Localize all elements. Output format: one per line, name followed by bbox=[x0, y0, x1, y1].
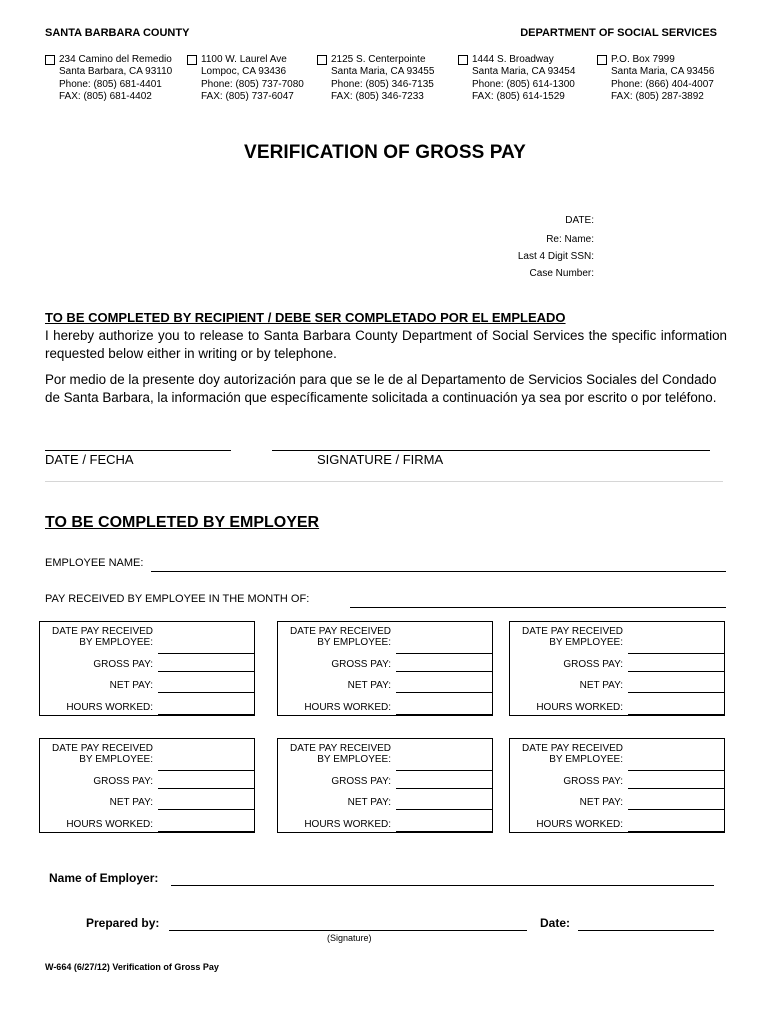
office-checkbox[interactable] bbox=[45, 55, 55, 65]
employee-name-label: EMPLOYEE NAME: bbox=[45, 557, 144, 569]
form-title: VERIFICATION OF GROSS PAY bbox=[244, 142, 526, 163]
pay-period-box-5: DATE PAY RECEIVED BY EMPLOYEE: GROSS PAY: NET PAY: HOURS WORKED: bbox=[277, 738, 493, 833]
date-field-label: DATE: bbox=[565, 215, 594, 226]
date-received-field[interactable] bbox=[396, 770, 492, 771]
authorization-english: I hereby authorize you to release to Santa Barbara County Department of Social Services the specific information requested below either in writing or by telephone. bbox=[45, 328, 727, 361]
employer-section-heading: TO BE COMPLETED BY EMPLOYER bbox=[45, 514, 320, 531]
office-option-broadway: 1444 S. Broadway Santa Maria, CA 93454 Phone: (805) 614-1300 FAX: (805) 614-1529 bbox=[458, 54, 575, 104]
prepared-date-label: Date: bbox=[540, 916, 571, 930]
office-option-centerpointe: 2125 S. Centerpointe Santa Maria, CA 93455 Phone: (805) 346-7135 FAX: (805) 346-7233 bbox=[317, 54, 434, 104]
prepared-date-field[interactable] bbox=[578, 930, 714, 931]
hours-worked-field[interactable] bbox=[158, 714, 254, 715]
gross-pay-field[interactable] bbox=[628, 671, 724, 672]
date-received-field[interactable] bbox=[396, 653, 492, 654]
county-name: SANTA BARBARA COUNTY bbox=[45, 27, 190, 39]
date-received-field[interactable] bbox=[628, 653, 724, 654]
pay-period-box-3: DATE PAY RECEIVED BY EMPLOYEE: GROSS PAY: NET PAY: HOURS WORKED: bbox=[509, 621, 725, 716]
recipient-date-label: DATE / FECHA bbox=[45, 452, 134, 467]
net-pay-field[interactable] bbox=[396, 809, 492, 810]
gross-pay-field[interactable] bbox=[396, 788, 492, 789]
date-received-field[interactable] bbox=[158, 770, 254, 771]
office-option-lompoc: 1100 W. Laurel Ave Lompoc, CA 93436 Phone: (805) 737-7080 FAX: (805) 737-6047 bbox=[187, 54, 304, 104]
hours-worked-field[interactable] bbox=[628, 714, 724, 715]
pay-period-box-6: DATE PAY RECEIVED BY EMPLOYEE: GROSS PAY: NET PAY: HOURS WORKED: bbox=[509, 738, 725, 833]
pay-period-box-4: DATE PAY RECEIVED BY EMPLOYEE: GROSS PAY: NET PAY: HOURS WORKED: bbox=[39, 738, 255, 833]
net-pay-field[interactable] bbox=[396, 692, 492, 693]
employer-name-label: Name of Employer: bbox=[49, 871, 159, 885]
date-received-field[interactable] bbox=[628, 770, 724, 771]
signature-caption: (Signature) bbox=[327, 933, 372, 943]
case-number-label: Case Number: bbox=[529, 268, 594, 279]
employee-name-field[interactable] bbox=[151, 571, 726, 572]
gross-pay-field[interactable] bbox=[628, 788, 724, 789]
recipient-signature-label: SIGNATURE / FIRMA bbox=[317, 452, 444, 467]
prepared-by-label: Prepared by: bbox=[86, 916, 160, 930]
office-checkbox[interactable] bbox=[317, 55, 327, 65]
office-checkbox[interactable] bbox=[597, 55, 607, 65]
date-received-field[interactable] bbox=[158, 653, 254, 654]
gross-pay-field[interactable] bbox=[158, 671, 254, 672]
employer-name-field[interactable] bbox=[171, 885, 714, 886]
office-checkbox[interactable] bbox=[458, 55, 468, 65]
form-number-footer: W-664 (6/27/12) Verification of Gross Pay bbox=[45, 962, 219, 972]
department-name: DEPARTMENT OF SOCIAL SERVICES bbox=[520, 27, 717, 39]
hours-worked-field[interactable] bbox=[158, 831, 254, 832]
net-pay-field[interactable] bbox=[158, 809, 254, 810]
office-option-po-box: P.O. Box 7999 Santa Maria, CA 93456 Phone: (866) 404-4007 FAX: (805) 287-3892 bbox=[597, 54, 714, 104]
prepared-by-signature-field[interactable] bbox=[169, 930, 527, 931]
recipient-date-line[interactable] bbox=[45, 450, 231, 451]
section-divider bbox=[45, 481, 723, 482]
pay-month-field[interactable] bbox=[350, 607, 726, 608]
pay-period-box-1: DATE PAY RECEIVED BY EMPLOYEE: GROSS PAY: NET PAY: HOURS WORKED: bbox=[39, 621, 255, 716]
hours-worked-field[interactable] bbox=[396, 831, 492, 832]
net-pay-field[interactable] bbox=[158, 692, 254, 693]
recipient-section-heading: TO BE COMPLETED BY RECIPIENT / DEBE SER COMPLETADO POR EL EMPLEADO bbox=[45, 310, 566, 325]
office-checkbox[interactable] bbox=[187, 55, 197, 65]
net-pay-field[interactable] bbox=[628, 809, 724, 810]
ssn-label: Last 4 Digit SSN: bbox=[517, 251, 594, 262]
re-name-label: Re: Name: bbox=[546, 234, 594, 245]
recipient-signature-line[interactable] bbox=[272, 450, 710, 451]
gross-pay-field[interactable] bbox=[396, 671, 492, 672]
hours-worked-field[interactable] bbox=[628, 831, 724, 832]
office-option-santa-barbara: 234 Camino del Remedio Santa Barbara, CA 93110 Phone: (805) 681-4401 FAX: (805) 681-4402 bbox=[45, 54, 172, 104]
pay-month-label: PAY RECEIVED BY EMPLOYEE IN THE MONTH OF: bbox=[45, 593, 310, 605]
net-pay-field[interactable] bbox=[628, 692, 724, 693]
authorization-spanish: Por medio de la presente doy autorización para que se le de al Departamento de Servicios Sociales del Condado de Santa Barbara, la información que específicamente solicitada a continuación ya sea por escrito o por teléfono. bbox=[45, 372, 717, 405]
hours-worked-field[interactable] bbox=[396, 714, 492, 715]
pay-period-box-2: DATE PAY RECEIVED BY EMPLOYEE: GROSS PAY: NET PAY: HOURS WORKED: bbox=[277, 621, 493, 716]
gross-pay-field[interactable] bbox=[158, 788, 254, 789]
